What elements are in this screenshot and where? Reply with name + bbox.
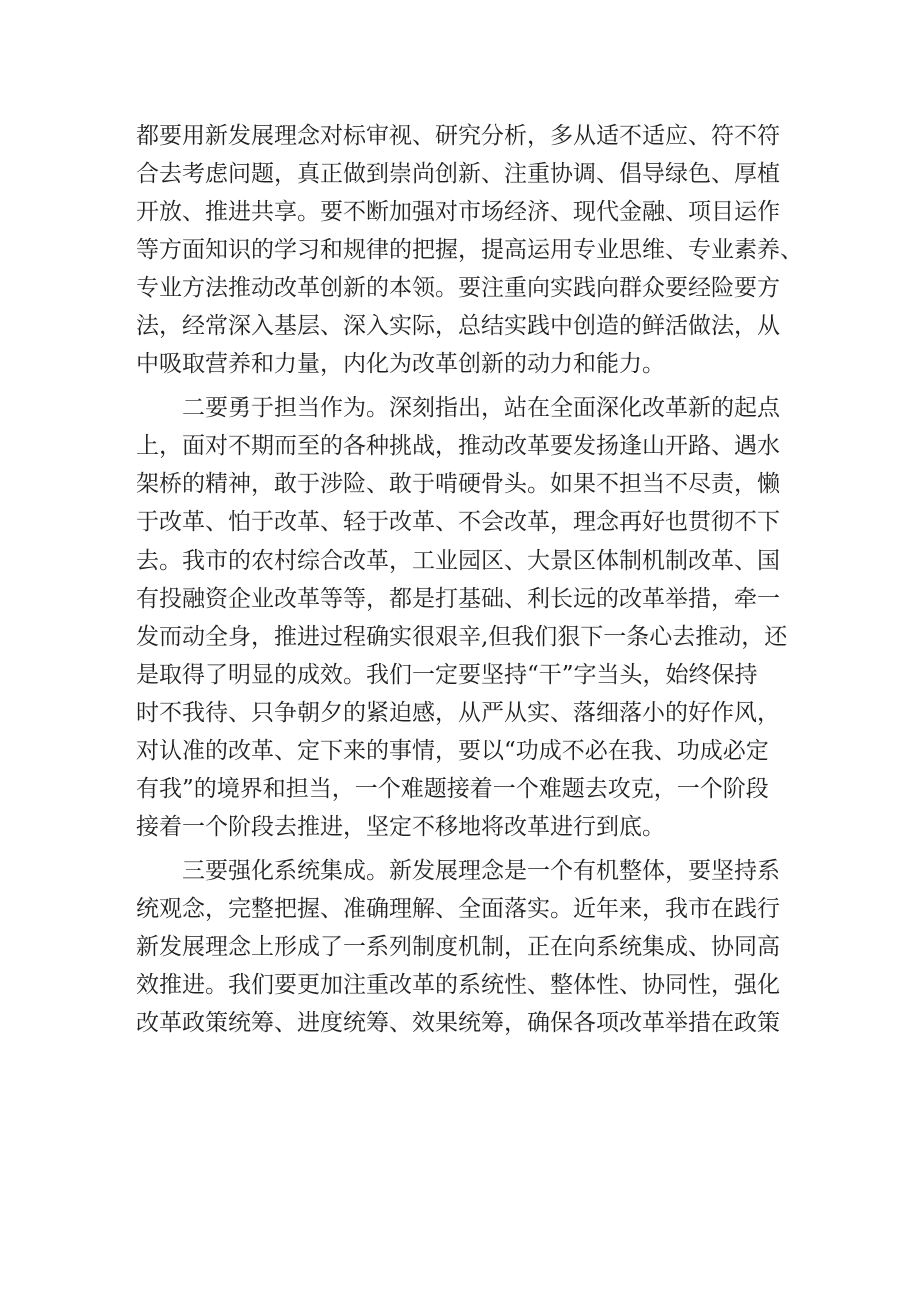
text-line: 上，面对不期而至的各种挑战，推动改革要发扬逢山开路、遇水 [136,433,780,459]
text-line: 效推进。我们要更加注重改革的系统性、整体性、协同性，强化 [136,972,780,998]
text-line: 都要用新发展理念对标审视、研究分析，多从适不适应、符不符 [136,123,780,149]
paragraph-first-line: 三要强化系统集成。新发展理念是一个有机整体，要坚持系 [182,858,780,884]
text-line: 合去考虑问题，真正做到崇尚创新、注重协调、倡导绿色、厚植 [136,161,780,187]
text-line: 接着一个阶段去推进，坚定不移地将改革进行到底。 [136,814,665,840]
text-line: 对认准的改革、定下来的事情，要以“功成不必在我、功成必定 [136,738,769,764]
text-line: 是取得了明显的成效。我们一定要坚持“干”字当头，始终保持 [136,662,758,688]
text-line: 等方面知识的学习和规律的把握，提高运用专业思维、专业素养、 [136,237,803,263]
text-line: 发而动全身，推进过程确实很艰辛,但我们狠下一条心去推动，还 [136,624,788,650]
text-line: 架桥的精神，敢于涉险、敢于啃硬骨头。如果不担当不尽责，懒 [136,471,780,497]
text-line: 新发展理念上形成了一系列制度机制，正在向系统集成、协同高 [136,934,780,960]
text-line: 统观念，完整把握、准确理解、全面落实。近年来，我市在践行 [136,896,780,922]
text-line: 开放、推进共享。要不断加强对市场经济、现代金融、项目运作 [136,199,780,225]
paragraph-first-line: 二要勇于担当作为。深刻指出，站在全面深化改革新的起点 [182,395,780,421]
text-line: 有投融资企业改革等等，都是打基础、利长远的改革举措，牵一 [136,586,780,612]
text-line: 有我”的境界和担当，一个难题接着一个难题去攻克，一个阶段 [136,776,769,802]
text-line: 中吸取营养和力量，内化为改革创新的动力和能力。 [136,351,665,377]
text-line: 法，经常深入基层、深入实际，总结实践中创造的鲜活做法，从 [136,313,780,339]
text-line: 时不我待、只争朝夕的紧迫感，从严从实、落细落小的好作风， [136,700,780,726]
text-line: 于改革、怕于改革、轻于改革、不会改革，理念再好也贯彻不下 [136,509,780,535]
text-line: 改革政策统筹、进度统筹、效果统筹，确保各项改革举措在政策 [136,1010,780,1036]
text-line: 去。我市的农村综合改革，工业园区、大景区体制机制改革、国 [136,548,780,574]
text-line: 专业方法推动改革创新的本领。要注重向实践向群众要经险要方 [136,275,780,301]
